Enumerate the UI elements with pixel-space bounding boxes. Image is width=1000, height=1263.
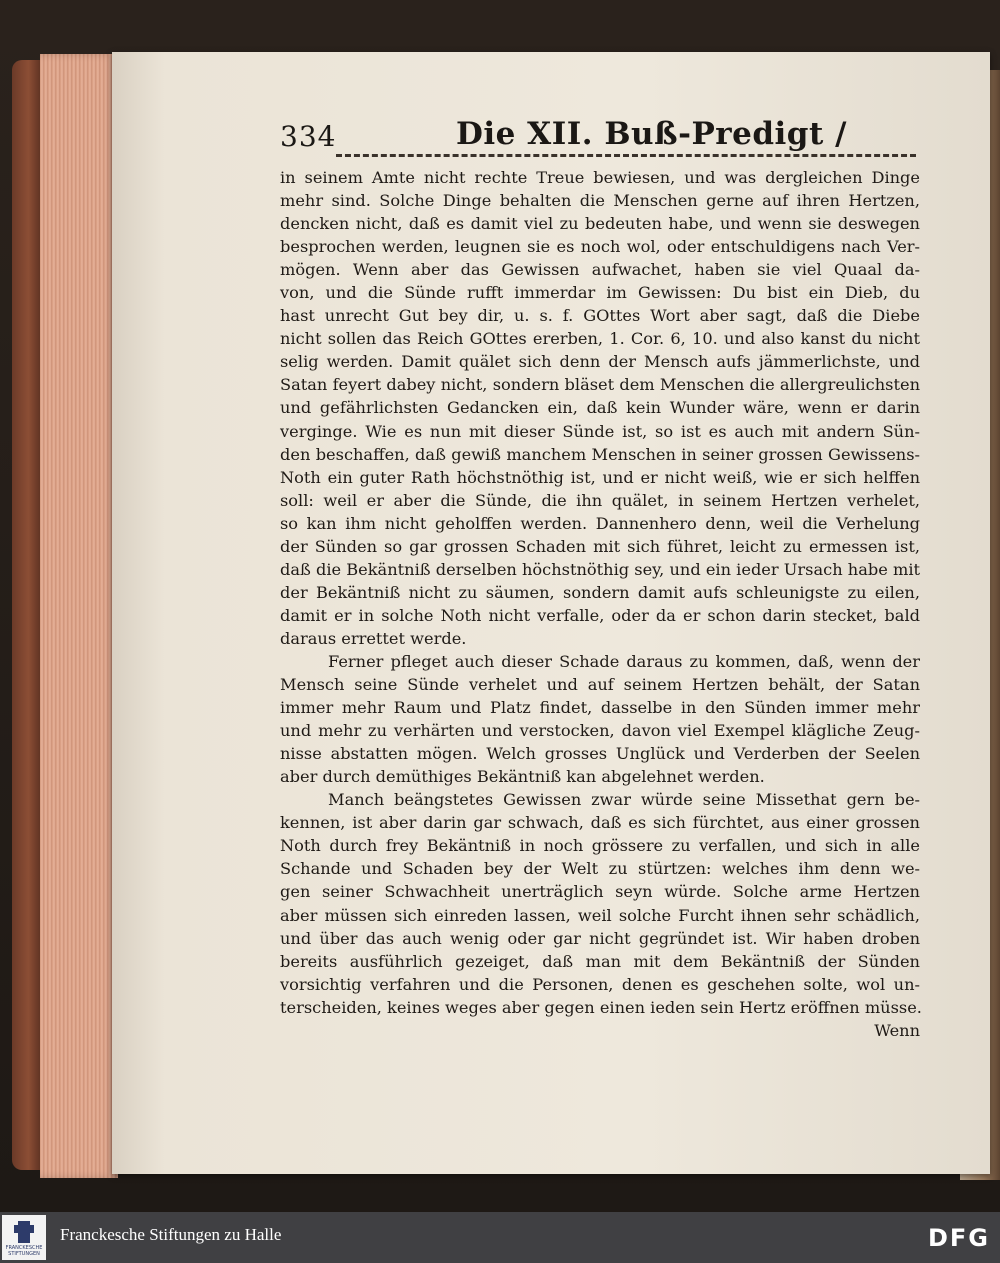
franckesche-logo-icon[interactable] <box>2 1215 46 1260</box>
text-line: dencken nicht, daß es damit viel zu bedeuten habe, und wenn sie deswegen <box>280 214 920 234</box>
text-line: aber durch demüthiges Bekäntniß kan abgelehnet werden. <box>280 767 765 787</box>
text-line: der Bekäntniß nicht zu säumen, sondern damit aufs schleunigste zu eilen, <box>280 582 920 602</box>
text-line: vorsichtig verfahren und die Personen, denen es geschehen solte, wol un- <box>280 974 920 994</box>
text-line: besprochen werden, leugnen sie es noch wol, oder entschuldigens nach Ver- <box>280 237 920 257</box>
text-line: Manch beängstetes Gewissen zwar würde seine Missethat gern be- <box>328 790 920 810</box>
text-line: Satan feyert dabey nicht, sondern bläset dem Menschen die allergreulichsten <box>280 375 920 395</box>
text-line: und gefährlichsten Gedancken ein, daß kein Wunder wäre, wenn er darin <box>280 398 920 418</box>
book-spine-edge <box>12 60 42 1170</box>
text-line: von, und die Sünde rufft immerdar im Gewissen: Du bist ein Dieb, du <box>280 283 920 303</box>
text-line: den beschaffen, daß gewiß manchem Menschen in seiner grossen Gewissens- <box>280 444 920 464</box>
text-line: und mehr zu verhärten und verstocken, davon viel Exempel klägliche Zeug- <box>280 721 920 741</box>
text-line: immer mehr Raum und Platz findet, dasselbe in den Sünden immer mehr <box>280 698 920 718</box>
logo-text: FRANCKESCHE STIFTUNGEN <box>5 1245 43 1257</box>
text-line: mögen. Wenn aber das Gewissen aufwachet, haben sie viel Quaal da- <box>280 260 920 280</box>
text-line: nisse abstatten mögen. Welch grosses Unglück und Verderben der Seelen <box>280 744 920 764</box>
catchword: Wenn <box>874 1020 920 1040</box>
text-line: gen seiner Schwachheit unerträglich seyn würde. Solche arme Hertzen <box>280 882 920 902</box>
text-line: hast unrecht Gut bey dir, u. s. f. GOttes Wort aber sagt, daß die Diebe <box>280 306 920 326</box>
dfg-logo[interactable]: DFG <box>927 1224 990 1252</box>
text-line: mehr sind. Solche Dinge behalten die Menschen gerne auf ihren Hertzen, <box>280 191 920 211</box>
text-line: daraus errettet werde. <box>280 628 467 648</box>
text-line: aber müssen sich einreden lassen, weil solche Furcht ihnen sehr schädlich, <box>280 905 920 925</box>
text-line: Schande und Schaden bey der Welt zu stürtzen: welches ihm denn we- <box>280 859 920 879</box>
text-line: terscheiden, keines weges aber gegen einen ieden sein Hertz eröffnen müsse. <box>280 997 922 1017</box>
text-line: Noth durch frey Bekäntniß in noch grössere zu verfallen, und sich in alle <box>280 836 920 856</box>
text-line: der Sünden so gar grossen Schaden mit sich führet, leicht zu ermessen ist, <box>280 536 920 556</box>
institution-name[interactable]: Franckesche Stiftungen zu Halle <box>60 1225 282 1244</box>
text-line: verginge. Wie es nun mit dieser Sünde ist, so ist es auch mit andern Sün- <box>280 421 920 441</box>
text-line: und über das auch wenig oder gar nicht gegründet ist. Wir haben droben <box>280 928 920 948</box>
text-line: nicht sollen das Reich GOttes ererben, 1. Cor. 6, 10. und also kanst du nicht <box>280 329 920 349</box>
text-line: kennen, ist aber darin gar schwach, daß es sich fürchtet, aus einer grossen <box>280 813 920 833</box>
page-number: 334 <box>280 120 337 153</box>
text-line: soll: weil er aber die Sünde, die ihn quälet, in seinem Hertzen verhelet, <box>280 490 920 510</box>
text-line: so kan ihm nicht geholffen werden. Dannenhero denn, weil die Verhelung <box>280 513 920 533</box>
running-title: Die XII. Buß-Predigt / <box>456 116 847 152</box>
text-line: damit er in solche Noth nicht verfalle, oder da er schon darin stecket, bald <box>280 605 920 625</box>
viewer-footer <box>0 1212 1000 1263</box>
text-line: in seinem Amte nicht rechte Treue bewiesen, und was dergleichen Dinge <box>280 168 920 187</box>
page-header <box>280 114 920 160</box>
text-line: daß die Bekäntniß derselben höchstnöthig sey, und ein ieder Ursach habe mit <box>280 559 920 579</box>
text-line: selig werden. Damit quälet sich denn der Mensch aufs jämmerlichste, und <box>280 352 920 372</box>
header-rule <box>336 154 916 157</box>
text-line: bereits ausführlich gezeiget, daß man mit dem Bekäntniß der Sünden <box>280 951 920 971</box>
text-line: Mensch seine Sünde verhelet und auf seinem Hertzen behält, der Satan <box>280 675 920 695</box>
text-line: Ferner pfleget auch dieser Schade daraus zu kommen, daß, wenn der <box>328 651 920 671</box>
text-line: Noth ein guter Rath höchstnöthig ist, und er nicht weiß, wie er sich helffen <box>280 467 920 487</box>
page-block-edge <box>40 54 118 1178</box>
body-text <box>280 166 920 1042</box>
tower-icon <box>18 1221 30 1243</box>
